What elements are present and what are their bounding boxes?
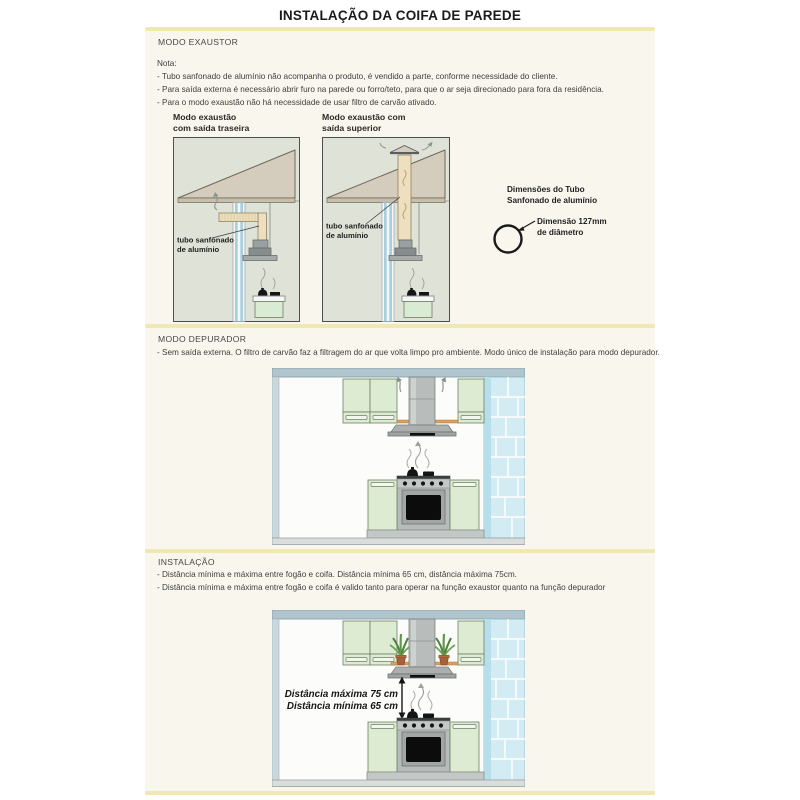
duct xyxy=(398,155,411,240)
pan xyxy=(270,292,280,296)
oven-window xyxy=(406,495,441,520)
diagram-top-title xyxy=(322,112,406,134)
pan xyxy=(419,292,429,296)
section-divider-depurador xyxy=(145,324,655,328)
dimension-label-line1: Dimensão 127mm xyxy=(537,217,607,226)
kitchen-diagram-depurador xyxy=(272,368,525,546)
dimension-label-line2: de diâmetro xyxy=(537,228,584,237)
depurador-bullet-1: - Sem saída externa. O filtro de carvão faz a filtragem do ar que volta limpo pro ambiente. Modo único de instalação para modo depurador. xyxy=(157,348,660,357)
brick-wall xyxy=(484,377,525,538)
cabinet-handle xyxy=(453,725,476,729)
left-wall xyxy=(272,377,279,538)
cabinet-handle xyxy=(461,416,481,420)
page-title: INSTALAÇÃO DA COIFA DE PAREDE xyxy=(278,8,522,23)
plinth xyxy=(367,772,484,780)
plinth xyxy=(367,530,484,538)
ceiling xyxy=(272,368,525,377)
brick-wall xyxy=(484,619,525,780)
diagram-rear-exit xyxy=(173,137,300,322)
dimension-heading-line2: Sanfonado de alumínio xyxy=(507,196,598,205)
duct-label-line2: de alumínio xyxy=(177,245,220,254)
section-divider-instalacao xyxy=(145,549,655,553)
shelf xyxy=(435,420,458,423)
section-divider-top xyxy=(145,27,655,31)
shelf xyxy=(397,420,409,423)
diagram-top-title-line1: Modo exaustão com xyxy=(322,112,406,122)
note-bullet-1: - Tubo sanfonado de alumínio não acompanha o produto, é vendido a parte, conforme necessidade do cliente. xyxy=(157,72,558,81)
cabinet-handle xyxy=(373,658,394,662)
cabinet-handle xyxy=(371,483,394,487)
cabinet-handle xyxy=(371,725,394,729)
diagram-rear-title xyxy=(173,112,249,134)
cabinet-handle xyxy=(461,658,481,662)
duct-label-line1: tubo sanfonado xyxy=(326,221,383,231)
diagram-top-title-line2: saída superior xyxy=(322,123,382,133)
note-label: Nota: xyxy=(157,59,177,68)
stove xyxy=(397,709,450,772)
diagram-rear-title-line2: com saída traseira xyxy=(173,123,250,133)
section-divider-bottom xyxy=(145,791,655,795)
wall xyxy=(382,203,394,322)
diagram-rear-title-line1: Modo exaustão xyxy=(173,112,237,122)
section-header-depurador: MODO DEPURADOR xyxy=(158,334,247,344)
floor xyxy=(272,780,525,787)
distance-min-label: Distância mínima 65 cm xyxy=(286,701,398,712)
duct-label-line1: tubo sanfonado xyxy=(177,235,234,245)
note-bullet-3: - Para o modo exaustão não há necessidade de usar filtro de carvão ativado. xyxy=(157,98,437,107)
cabinet-handle xyxy=(373,416,394,420)
duct-label-line2: de alumínio xyxy=(326,231,369,240)
section-header-instalacao: INSTALAÇÃO xyxy=(158,557,215,567)
pan xyxy=(423,714,434,719)
floor xyxy=(272,538,525,545)
hood-light-strip xyxy=(410,675,435,678)
oven-window xyxy=(406,737,441,762)
hood-light-strip xyxy=(410,433,435,436)
cabinet-handle xyxy=(346,658,367,662)
dimension-heading-line1: Dimensões do Tubo xyxy=(507,185,585,194)
instalacao-bullet-1: - Distância mínima e máxima entre fogão e coifa. Distância mínima 65 cm, distância máxima 75cm. xyxy=(157,570,517,579)
ceiling xyxy=(272,610,525,619)
note-bullet-2: - Para saída externa é necessário abrir furo na parede ou forro/teto, para que o ar seja direcionado para fora da residência. xyxy=(157,85,604,94)
stove xyxy=(397,467,450,530)
distance-max-label: Distância máxima 75 cm xyxy=(284,689,398,700)
left-wall xyxy=(272,619,279,780)
instalacao-bullet-2: - Distância mínima e máxima entre fogão e coifa é valido tanto para operar na função exaustor quanto na função depurador xyxy=(157,583,606,592)
tube-dimension-figure xyxy=(485,180,655,265)
pan xyxy=(423,472,434,477)
cabinet-handle xyxy=(346,416,367,420)
section-header-exaustor: MODO EXAUSTOR xyxy=(158,37,239,47)
kitchen-diagram-instalacao xyxy=(272,610,525,788)
diagram-top-exit xyxy=(322,137,450,322)
cabinet-handle xyxy=(453,483,476,487)
tube-diameter-circle xyxy=(495,226,522,253)
